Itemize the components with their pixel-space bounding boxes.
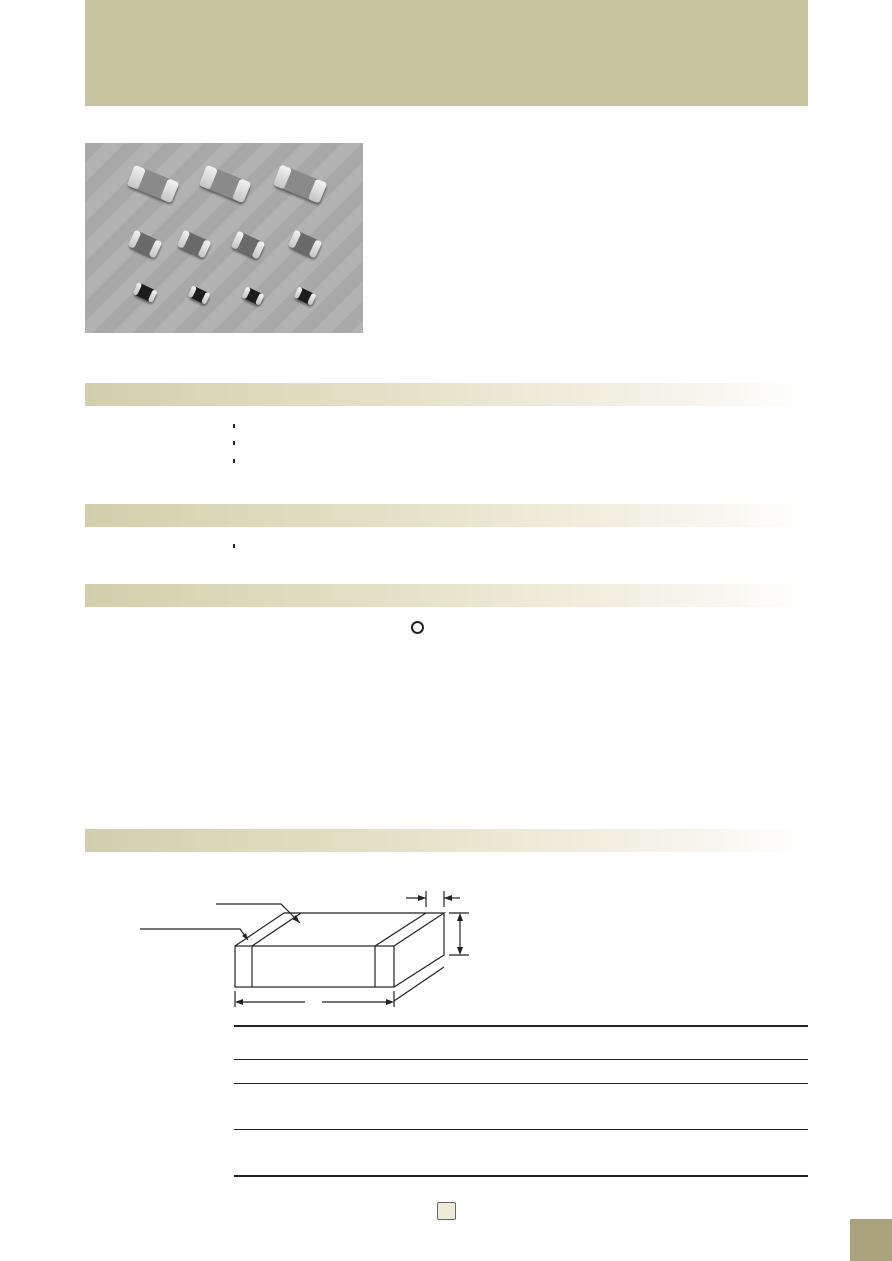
bullet-marker: [233, 424, 235, 428]
chip-medium-2: [177, 230, 212, 259]
chip-large-3: [273, 164, 328, 203]
chip-small-2: [187, 285, 210, 304]
chip-dimension-drawing: [130, 885, 490, 1015]
section-bar-2: [85, 504, 808, 527]
bullet-marker: [233, 441, 235, 445]
circle-icon: [411, 621, 424, 634]
section-bar-1: [85, 383, 808, 406]
table-rule: [234, 1059, 808, 1060]
chip-small-1: [132, 282, 157, 303]
chip-medium-3: [231, 231, 266, 260]
chip-medium-1: [128, 230, 163, 259]
header-band: [85, 0, 808, 106]
bullet-marker: [233, 459, 235, 463]
chip-large-1: [127, 165, 180, 203]
table-rule: [234, 1175, 808, 1177]
table-rule: [234, 1083, 808, 1084]
page-box: [437, 1202, 456, 1220]
chip-large-2: [199, 165, 252, 203]
chip-small-4: [293, 286, 316, 305]
chip-medium-4: [288, 230, 323, 259]
table-rule: [234, 1025, 808, 1027]
chip-components-photo: [85, 143, 363, 333]
bullet-marker: [233, 544, 235, 548]
page-tab: [850, 1219, 892, 1261]
section-bar-4: [85, 829, 808, 852]
section-bar-3: [85, 584, 808, 607]
table-rule: [234, 1129, 808, 1130]
chip-small-3: [241, 286, 264, 305]
